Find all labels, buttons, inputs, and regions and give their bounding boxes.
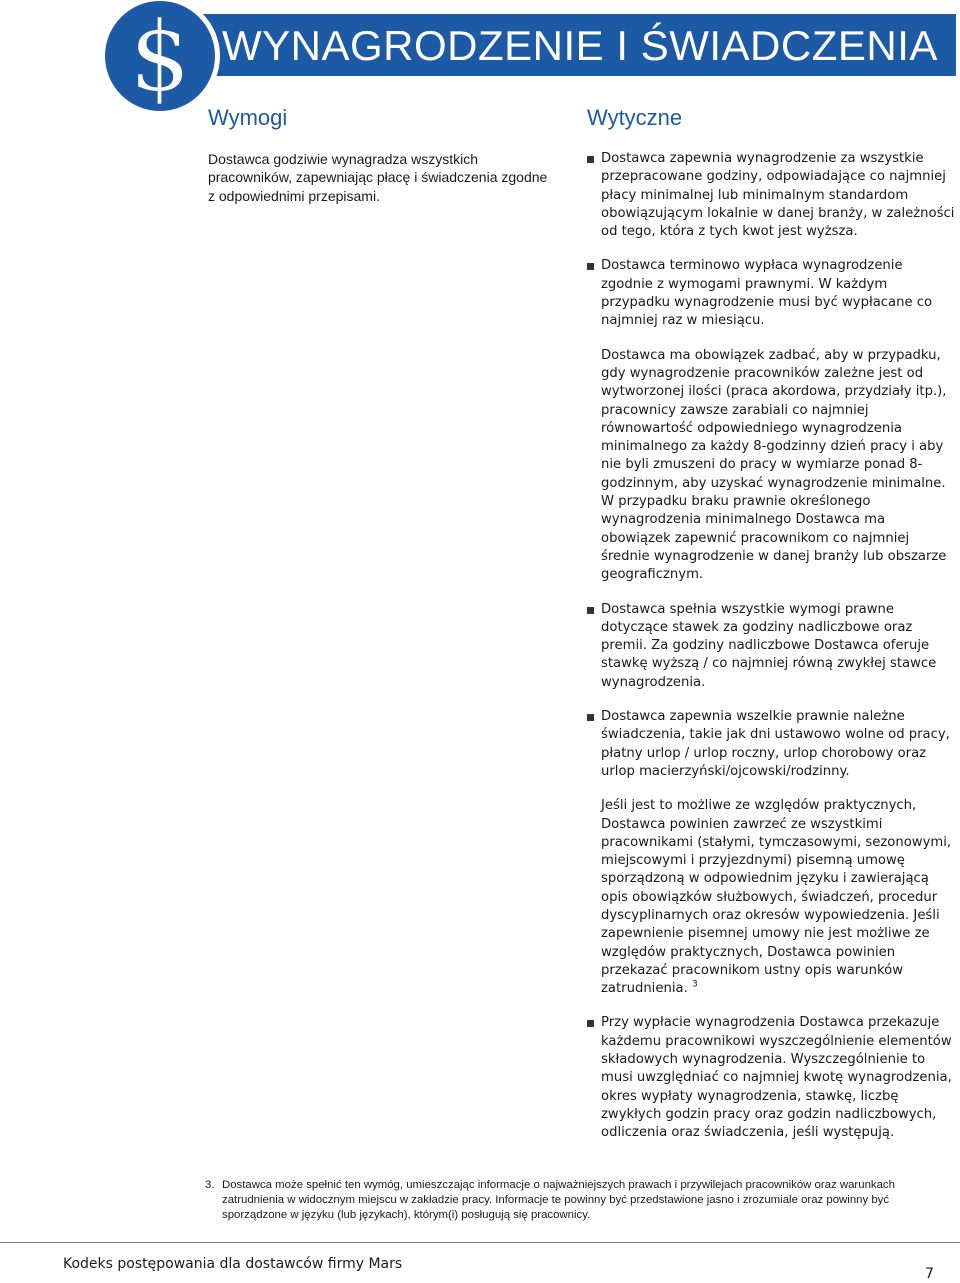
svg-text:$: $ [129,1,191,113]
guidelines-heading: Wytyczne [587,105,683,130]
guideline-block [587,708,955,781]
guideline-text: Dostawca spełnia wszystkie wymogi prawne dotyczące stawek za godziny nadliczbowe oraz premii. Za godziny nadliczbowe Dostawca oferuje stawkę wyższą / co najmniej równą zwykłej stawce wynagrodzenia. [601,601,937,690]
dollar-sign-icon [98,0,222,118]
footer-title: Kodeks postępowania dla dostawców firmy Mars [63,1256,403,1272]
guideline-text: Dostawca ma obowiązek zadbać, aby w przypadku, gdy wynagrodzenie pracowników zależne jest od wytworzonej ilości (praca akordowa, przydziały itp.), pracownicy zawsze zarabiali co najmniej równowartość odpowiedniego wynagrodzenia minimalnego za każdy 8-godzinny dzień pracy i aby nie byli zmuszeni do pracy w wymiarze ponad 8-godzinnym, aby uzyskać wynagrodzenie minimalne. W przypadku braku prawnie określonego wynagrodzenia minimalnego Dostawca ma obowiązek zapewnić pracownikom co najmniej średnie wynagrodzenie w danej branży lub obszarze geograficznym. [601,347,947,583]
bullet-marker [587,156,594,163]
guideline-block [587,257,955,330]
requirements-heading: Wymogi [208,105,288,130]
footnote-text: Dostawca może spełnić ten wymóg, umieszczając informacje o najważniejszych prawach i przywilejach pracowników oraz warunkach zatrudnienia w widocznym miejscu w zakładzie pracy. Informacje te powinny być przedstawione jasno i zrozumiale oraz powinny być sporządzone w języku (lub językach), którym(i) posługują się pracownicy. [222,1179,895,1221]
guideline-block [587,347,955,585]
guideline-text: Dostawca zapewnia wszelkie prawnie należne świadczenia, takie jak dni ustawowo wolne od pracy, płatny urlop / urlop roczny, urlop chorobowy oraz urlop macierzyński/ojcowski/rodzinny. [601,709,950,779]
guideline-block [587,797,955,998]
footnote-reference[interactable]: 3 [691,979,698,990]
footer-divider [0,1242,960,1243]
footnote [205,1178,945,1223]
guideline-block [587,150,955,241]
guideline-text: Przy wypłacie wynagrodzenia Dostawca przekazuje każdemu pracownikowi wyszczególnienie elementów składowych wynagrodzenia. Wyszczególnienie to musi uwzględniać co najmniej kwotę wynagrodzenia, okres wypłaty wynagrodzenia, stawkę, liczbę zwykłych godzin pracy oraz godzin nadliczbowych, odliczenia oraz świadczenia, jeśli występują. [601,1015,952,1141]
bullet-marker [587,1020,594,1027]
guideline-text: Dostawca terminowo wypłaca wynagrodzenie zgodnie z wymogami prawnymi. W każdym przypadku wynagrodzenie musi być wypłacane co najmniej raz w miesiącu. [601,258,933,329]
page-title: WYNAGRODZENIE I ŚWIADCZENIA [222,22,938,69]
requirements-text: Dostawca godziwie wynagradza wszystkich pracowników, zapewniając płacę i świadczenia zgodne z odpowiednimi przepisami. [208,151,548,204]
guideline-text: Dostawca zapewnia wynagrodzenie za wszystkie przepracowane godziny, odpowiadające co najmniej płacy minimalnej lub minimalnym standardom obowiązującym lokalnie w danej branży, w zależności od tego, która z tych kwot jest wyższa. [601,151,955,240]
bullet-marker [587,263,594,270]
footnote-number: 3. [205,1179,215,1191]
guideline-block [587,601,955,692]
page-number: 7 [925,1266,934,1282]
bullet-marker [587,714,594,721]
guideline-text-body: Jeśli jest to możliwe ze względów praktycznych, Dostawca powinien zawrzeć ze wszystkimi pracownikami (stałymi, tymczasowymi, sezonowymi, miejscowymi i przyjezdnymi) pisemną umowę sporządzoną w odpowiednim języku i zawierającą opis obowiązków służbowych, świadczeń, procedur dyscyplinarnych oraz okresów wypowiedzenia. Jeśli zapewnienie pisemnej umowy nie jest możliwe ze względów praktycznych, Dostawca powinien przekazać pracownikom ustny opis warunków zatrudnienia. [601,798,952,997]
guideline-text [601,797,955,998]
guidelines-list [587,150,955,1159]
guideline-block [587,1014,955,1142]
bullet-marker [587,607,594,614]
